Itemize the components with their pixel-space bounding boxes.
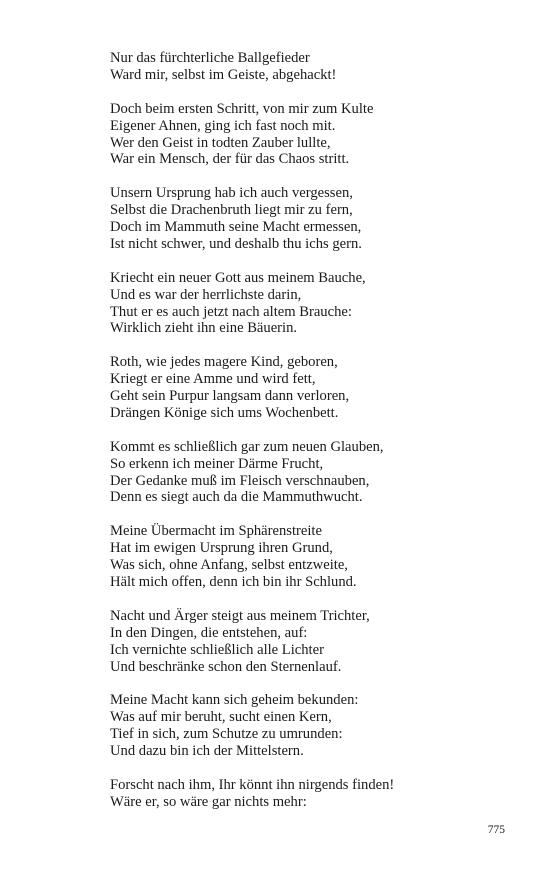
verse-line: Selbst die Drachenbruth liegt mir zu fern, xyxy=(110,202,353,219)
verse-line: Drängen Könige sich ums Wochenbett. xyxy=(110,404,339,421)
verse-line: Doch beim ersten Schritt, von mir zum Kulte xyxy=(110,100,374,117)
verse-line: Geht sein Purpur langsam dann verloren, xyxy=(110,388,350,405)
verse-line: In den Dingen, die entstehen, auf: xyxy=(110,624,308,641)
verse-line: Roth, wie jedes magere Kind, geboren, xyxy=(110,354,338,371)
stanza xyxy=(110,692,394,760)
verse-line: Unsern Ursprung hab ich auch vergessen, xyxy=(110,185,353,202)
verse-line: Eigener Ahnen, ging ich fast noch mit. xyxy=(110,117,336,134)
stanza xyxy=(110,270,394,338)
verse-line: Ist nicht schwer, und deshalb thu ichs gern. xyxy=(110,235,362,252)
verse-line: So erkenn ich meiner Därme Frucht, xyxy=(110,455,324,472)
verse-line: War ein Mensch, der für das Chaos stritt. xyxy=(110,151,350,168)
verse-line: Ich vernichte schließlich alle Lichter xyxy=(110,641,324,658)
verse-line: Doch im Mammuth seine Macht ermessen, xyxy=(110,219,362,236)
verse-line: Forscht nach ihm, Ihr könnt ihn nirgends finden! xyxy=(110,776,395,793)
poem-body xyxy=(110,50,394,828)
stanza xyxy=(110,354,394,422)
verse-line: Meine Übermacht im Sphärenstreite xyxy=(110,523,322,540)
verse-line: Und beschränke schon den Sternenlauf. xyxy=(110,658,342,675)
verse-line: Wäre er, so wäre gar nichts mehr: xyxy=(110,793,307,810)
verse-line: Was auf mir beruht, sucht einen Kern, xyxy=(110,709,332,726)
stanza xyxy=(110,50,394,84)
stanza xyxy=(110,185,394,253)
stanza xyxy=(110,777,394,811)
stanza xyxy=(110,608,394,676)
verse-line: Der Gedanke muß im Fleisch verschnauben, xyxy=(110,472,370,489)
verse-line: Denn es siegt auch da die Mammuthwucht. xyxy=(110,489,363,506)
verse-line: Nur das fürchterliche Ballgefieder xyxy=(110,50,310,66)
stanza xyxy=(110,439,394,507)
verse-line: Hält mich offen, denn ich bin ihr Schlund. xyxy=(110,574,357,590)
verse-line: Ward mir, selbst im Geiste, abgehackt! xyxy=(110,66,337,83)
page-number: 775 xyxy=(487,824,505,836)
verse-line: Was sich, ohne Anfang, selbst entzweite, xyxy=(110,557,348,574)
verse-line: Und dazu bin ich der Mittelstern. xyxy=(110,743,304,760)
verse-line: Meine Macht kann sich geheim bekunden: xyxy=(110,692,359,709)
verse-line: Hat im ewigen Ursprung ihren Grund, xyxy=(110,540,333,557)
verse-line: Kriegt er eine Amme und wird fett, xyxy=(110,371,316,388)
verse-line: Kriecht ein neuer Gott aus meinem Bauche, xyxy=(110,269,366,286)
verse-line: Tief in sich, zum Schutze zu umrunden: xyxy=(110,726,343,743)
verse-line: Und es war der herrlichste darin, xyxy=(110,286,302,303)
verse-line: Wirklich zieht ihn eine Bäuerin. xyxy=(110,320,298,337)
stanza xyxy=(110,101,394,169)
verse-line: Thut er es auch jetzt nach altem Brauche: xyxy=(110,303,352,320)
verse-line: Nacht und Ärger steigt aus meinem Trichter, xyxy=(110,607,370,624)
verse-line: Wer den Geist in todten Zauber lullte, xyxy=(110,134,331,151)
stanza xyxy=(110,523,394,591)
verse-line: Kommt es schließlich gar zum neuen Glauben, xyxy=(110,438,384,455)
